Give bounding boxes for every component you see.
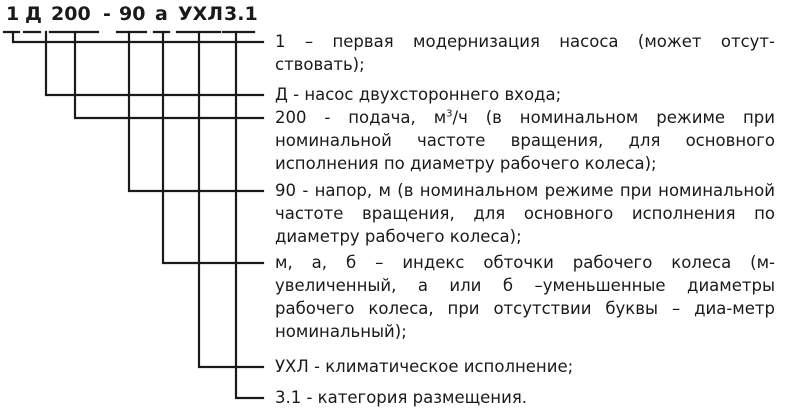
code-impeller: а [155, 3, 168, 25]
desc-flow-suffix: /ч (в номинальном режиме при номинальной частоте вращения, для основного исполнения по диаметру рабочего колеса); [275, 108, 775, 173]
desc-placement: 3.1 - категория размещения. [275, 388, 527, 407]
code-climate: УХЛ [178, 3, 224, 25]
code-type: Д [25, 3, 42, 25]
leader-climate [199, 32, 263, 367]
desc-head: 90 - напор, м (в номинальном режиме при номинальной частоте вращения, для основного исполнения по диаметру рабочего колеса); [275, 181, 775, 246]
desc-flow-sup: 3 [446, 108, 453, 120]
desc-type: Д - насос двухстороннего входа; [275, 85, 562, 104]
leader-placement [236, 32, 263, 398]
desc-modernization: 1 – первая модернизация насоса (может отсут-ствовать); [275, 32, 775, 74]
leader-flow [75, 32, 263, 118]
leader-head [129, 32, 263, 191]
desc-flow-prefix: 200 - подача, м [275, 108, 447, 127]
leader-impeller [163, 32, 263, 263]
desc-impeller: м, а, б – индекс обточки рабочего колеса (м-увеличенный, а или б –уменьшенные диаметры рабочего колеса, при отсутствии буквы – диа-метр номинальный); [275, 253, 775, 341]
leader-modernization [13, 32, 263, 42]
code-dash: - [103, 3, 111, 25]
desc-climate: УХЛ - климатическое исполнение; [275, 357, 574, 376]
code-flow: 200 [51, 3, 91, 25]
desc-flow [275, 106, 775, 175]
code-modernization: 1 [6, 3, 20, 25]
code-placement: 3.1 [224, 3, 258, 25]
code-head: 90 [119, 3, 146, 25]
